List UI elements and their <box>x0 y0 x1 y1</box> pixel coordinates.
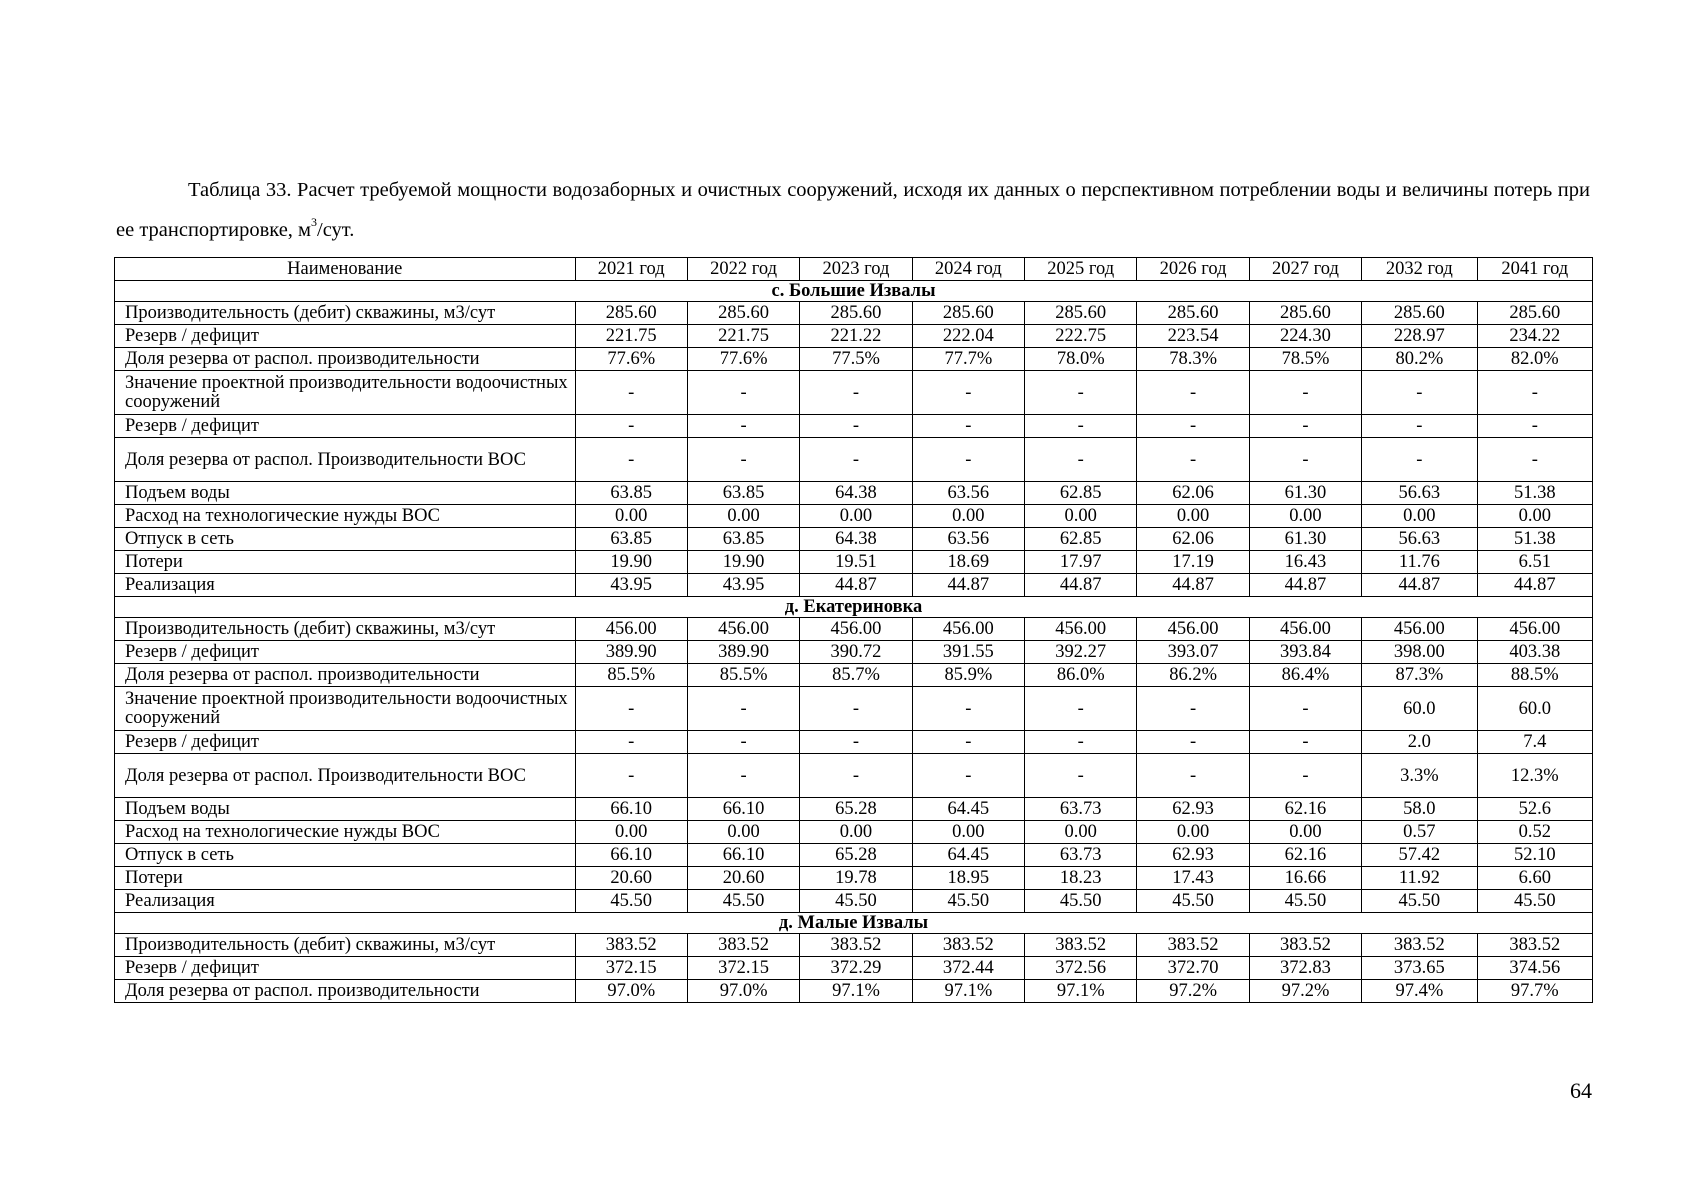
cell-value: - <box>912 415 1024 438</box>
cell-value: 456.00 <box>687 618 799 641</box>
table-row <box>115 664 1593 687</box>
cell-value: 0.00 <box>687 821 799 844</box>
row-name: Доля резерва от распол. производительности <box>115 348 576 371</box>
cell-value: 82.0% <box>1477 348 1592 371</box>
cell-value: - <box>1137 415 1249 438</box>
cell-value: 45.50 <box>1137 890 1249 913</box>
cell-value: 66.10 <box>687 798 799 821</box>
cell-value: - <box>687 754 799 798</box>
row-name: Резерв / дефицит <box>115 415 576 438</box>
cell-value: 0.00 <box>575 505 687 528</box>
cell-value: 19.51 <box>800 551 912 574</box>
row-name: Доля резерва от распол. Производительности ВОС <box>115 754 576 798</box>
cell-value: 17.19 <box>1137 551 1249 574</box>
cell-value: - <box>1137 731 1249 754</box>
cell-value: - <box>687 687 799 731</box>
cell-value: 0.00 <box>575 821 687 844</box>
cell-value: - <box>1137 754 1249 798</box>
header-year: 2024 год <box>912 258 1024 281</box>
cell-value: 383.52 <box>1249 934 1361 957</box>
cell-value: 285.60 <box>1362 302 1477 325</box>
row-name: Расход на технологические нужды ВОС <box>115 821 576 844</box>
cell-value: 80.2% <box>1362 348 1477 371</box>
row-name: Потери <box>115 867 576 890</box>
cell-value: - <box>800 438 912 482</box>
cell-value: 0.00 <box>1025 821 1137 844</box>
table-row <box>115 821 1593 844</box>
row-name: Резерв / дефицит <box>115 641 576 664</box>
cell-value: 64.38 <box>800 482 912 505</box>
cell-value: 87.3% <box>1362 664 1477 687</box>
caption-text: Таблица 33. Расчет требуемой мощности водозаборных и очистных сооружений, исходя их данных о перспективном потреблении воды и величины потерь при ее транспортировке, м <box>116 179 1590 241</box>
cell-value: - <box>1137 371 1249 415</box>
cell-value: 374.56 <box>1477 957 1592 980</box>
header-year: 2025 год <box>1025 258 1137 281</box>
table-header-row <box>115 258 1593 281</box>
cell-value: - <box>1477 438 1592 482</box>
cell-value: 456.00 <box>575 618 687 641</box>
cell-value: - <box>912 438 1024 482</box>
cell-value: 383.52 <box>912 934 1024 957</box>
cell-value: 78.5% <box>1249 348 1361 371</box>
cell-value: - <box>800 415 912 438</box>
section-title: д. Малые Извалы <box>115 913 1593 934</box>
row-name: Подъем воды <box>115 798 576 821</box>
cell-value: 393.84 <box>1249 641 1361 664</box>
cell-value: 97.2% <box>1137 980 1249 1003</box>
cell-value: 63.85 <box>687 528 799 551</box>
cell-value: - <box>1362 438 1477 482</box>
cell-value: - <box>912 731 1024 754</box>
table-row <box>115 528 1593 551</box>
cell-value: 383.52 <box>1362 934 1477 957</box>
cell-value: 44.87 <box>1249 574 1361 597</box>
row-name: Резерв / дефицит <box>115 325 576 348</box>
cell-value: 285.60 <box>1477 302 1592 325</box>
table-row <box>115 957 1593 980</box>
cell-value: 456.00 <box>1477 618 1592 641</box>
cell-value: 64.38 <box>800 528 912 551</box>
cell-value: 391.55 <box>912 641 1024 664</box>
table-row <box>115 325 1593 348</box>
cell-value: 56.63 <box>1362 528 1477 551</box>
cell-value: 285.60 <box>575 302 687 325</box>
cell-value: 0.00 <box>800 505 912 528</box>
table-row <box>115 482 1593 505</box>
table-row <box>115 618 1593 641</box>
row-name: Реализация <box>115 574 576 597</box>
cell-value: 97.1% <box>912 980 1024 1003</box>
cell-value: 43.95 <box>575 574 687 597</box>
cell-value: 372.83 <box>1249 957 1361 980</box>
cell-value: 285.60 <box>687 302 799 325</box>
header-year: 2027 год <box>1249 258 1361 281</box>
cell-value: 456.00 <box>912 618 1024 641</box>
cell-value: 372.15 <box>575 957 687 980</box>
cell-value: 78.0% <box>1025 348 1137 371</box>
cell-value: 372.44 <box>912 957 1024 980</box>
cell-value: 383.52 <box>1025 934 1137 957</box>
cell-value: 222.75 <box>1025 325 1137 348</box>
cell-value: 11.76 <box>1362 551 1477 574</box>
cell-value: 393.07 <box>1137 641 1249 664</box>
cell-value: 51.38 <box>1477 528 1592 551</box>
cell-value: 45.50 <box>1025 890 1137 913</box>
cell-value: 77.7% <box>912 348 1024 371</box>
cell-value: - <box>1137 687 1249 731</box>
cell-value: 64.45 <box>912 798 1024 821</box>
cell-value: 392.27 <box>1025 641 1137 664</box>
cell-value: 62.06 <box>1137 528 1249 551</box>
cell-value: - <box>575 687 687 731</box>
cell-value: 20.60 <box>687 867 799 890</box>
cell-value: 373.65 <box>1362 957 1477 980</box>
cell-value: - <box>800 687 912 731</box>
cell-value: 11.92 <box>1362 867 1477 890</box>
cell-value: 62.93 <box>1137 798 1249 821</box>
cell-value: 18.95 <box>912 867 1024 890</box>
cell-value: 456.00 <box>1362 618 1477 641</box>
cell-value: 0.00 <box>1362 505 1477 528</box>
section-row <box>115 281 1593 302</box>
cell-value: 62.06 <box>1137 482 1249 505</box>
cell-value: 62.85 <box>1025 482 1137 505</box>
table-row <box>115 505 1593 528</box>
cell-value: - <box>1025 687 1137 731</box>
cell-value: 52.6 <box>1477 798 1592 821</box>
cell-value: 97.4% <box>1362 980 1477 1003</box>
cell-value: 85.7% <box>800 664 912 687</box>
row-name: Доля резерва от распол. производительности <box>115 980 576 1003</box>
cell-value: 85.5% <box>687 664 799 687</box>
cell-value: 0.00 <box>1249 821 1361 844</box>
cell-value: 45.50 <box>687 890 799 913</box>
cell-value: 18.23 <box>1025 867 1137 890</box>
table-row <box>115 754 1593 798</box>
cell-value: 383.52 <box>800 934 912 957</box>
row-name: Доля резерва от распол. Производительности ВОС <box>115 438 576 482</box>
cell-value: - <box>1137 438 1249 482</box>
cell-value: 63.56 <box>912 528 1024 551</box>
cell-value: 63.56 <box>912 482 1024 505</box>
cell-value: 0.00 <box>687 505 799 528</box>
cell-value: 44.87 <box>1362 574 1477 597</box>
cell-value: 224.30 <box>1249 325 1361 348</box>
cell-value: 66.10 <box>575 798 687 821</box>
cell-value: 97.1% <box>1025 980 1137 1003</box>
cell-value: 56.63 <box>1362 482 1477 505</box>
cell-value: 60.0 <box>1477 687 1592 731</box>
cell-value: 285.60 <box>800 302 912 325</box>
section-row <box>115 597 1593 618</box>
cell-value: 0.00 <box>800 821 912 844</box>
cell-value: - <box>1025 415 1137 438</box>
table-row <box>115 867 1593 890</box>
cell-value: 86.0% <box>1025 664 1137 687</box>
cell-value: 0.57 <box>1362 821 1477 844</box>
cell-value: 44.87 <box>1477 574 1592 597</box>
header-year: 2023 год <box>800 258 912 281</box>
cell-value: - <box>687 731 799 754</box>
cell-value: 45.50 <box>800 890 912 913</box>
cell-value: 78.3% <box>1137 348 1249 371</box>
cell-value: - <box>1025 731 1137 754</box>
cell-value: 97.0% <box>575 980 687 1003</box>
row-name: Производительность (дебит) скважины, м3/сут <box>115 302 576 325</box>
cell-value: 0.52 <box>1477 821 1592 844</box>
cell-value: - <box>1249 438 1361 482</box>
cell-value: - <box>1477 415 1592 438</box>
cell-value: 285.60 <box>1137 302 1249 325</box>
row-name: Отпуск в сеть <box>115 844 576 867</box>
header-year: 2032 год <box>1362 258 1477 281</box>
section-title: с. Большие Извалы <box>115 281 1593 302</box>
cell-value: - <box>800 371 912 415</box>
table-row <box>115 641 1593 664</box>
cell-value: 0.00 <box>1137 505 1249 528</box>
section-title: д. Екатериновка <box>115 597 1593 618</box>
cell-value: 66.10 <box>575 844 687 867</box>
cell-value: - <box>687 371 799 415</box>
table-row <box>115 348 1593 371</box>
cell-value: 390.72 <box>800 641 912 664</box>
cell-value: 60.0 <box>1362 687 1477 731</box>
table-row <box>115 687 1593 731</box>
cell-value: 383.52 <box>575 934 687 957</box>
cell-value: 372.70 <box>1137 957 1249 980</box>
cell-value: - <box>687 415 799 438</box>
cell-value: - <box>1249 754 1361 798</box>
cell-value: 285.60 <box>912 302 1024 325</box>
cell-value: 17.43 <box>1137 867 1249 890</box>
cell-value: - <box>687 438 799 482</box>
cell-value: 221.75 <box>575 325 687 348</box>
row-name: Потери <box>115 551 576 574</box>
cell-value: 456.00 <box>1137 618 1249 641</box>
row-name: Расход на технологические нужды ВОС <box>115 505 576 528</box>
cell-value: 223.54 <box>1137 325 1249 348</box>
cell-value: 7.4 <box>1477 731 1592 754</box>
row-name: Значение проектной производительности водоочистных сооружений <box>115 687 576 731</box>
table-body <box>115 281 1593 1003</box>
row-name: Резерв / дефицит <box>115 731 576 754</box>
table-row <box>115 415 1593 438</box>
cell-value: 222.04 <box>912 325 1024 348</box>
cell-value: - <box>1025 754 1137 798</box>
header-year: 2041 год <box>1477 258 1592 281</box>
header-year: 2022 год <box>687 258 799 281</box>
cell-value: - <box>800 731 912 754</box>
cell-value: 77.6% <box>575 348 687 371</box>
cell-value: - <box>912 754 1024 798</box>
table-row <box>115 371 1593 415</box>
cell-value: 228.97 <box>1362 325 1477 348</box>
header-year: 2021 год <box>575 258 687 281</box>
cell-value: 63.85 <box>575 528 687 551</box>
cell-value: 97.0% <box>687 980 799 1003</box>
row-name: Резерв / дефицит <box>115 957 576 980</box>
cell-value: 403.38 <box>1477 641 1592 664</box>
cell-value: 383.52 <box>1477 934 1592 957</box>
cell-value: 86.4% <box>1249 664 1361 687</box>
cell-value: - <box>1025 371 1137 415</box>
cell-value: 61.30 <box>1249 482 1361 505</box>
table-row <box>115 890 1593 913</box>
cell-value: 19.90 <box>575 551 687 574</box>
cell-value: 6.60 <box>1477 867 1592 890</box>
cell-value: 45.50 <box>575 890 687 913</box>
cell-value: 45.50 <box>1249 890 1361 913</box>
cell-value: 63.73 <box>1025 798 1137 821</box>
page-number: 64 <box>1570 1078 1592 1103</box>
table-caption <box>116 170 1590 250</box>
cell-value: - <box>1362 415 1477 438</box>
cell-value: 51.38 <box>1477 482 1592 505</box>
cell-value: 383.52 <box>687 934 799 957</box>
cell-value: 63.85 <box>575 482 687 505</box>
table-row <box>115 798 1593 821</box>
row-name: Отпуск в сеть <box>115 528 576 551</box>
row-name: Значение проектной производительности водоочистных сооружений <box>115 371 576 415</box>
row-name: Производительность (дебит) скважины, м3/сут <box>115 618 576 641</box>
cell-value: 3.3% <box>1362 754 1477 798</box>
cell-value: 85.9% <box>912 664 1024 687</box>
row-name: Доля резерва от распол. производительности <box>115 664 576 687</box>
cell-value: - <box>1477 371 1592 415</box>
cell-value: 389.90 <box>687 641 799 664</box>
cell-value: 0.00 <box>912 505 1024 528</box>
cell-value: 398.00 <box>1362 641 1477 664</box>
cell-value: 45.50 <box>1362 890 1477 913</box>
caption-suffix: /сут. <box>317 219 355 241</box>
cell-value: 456.00 <box>800 618 912 641</box>
cell-value: 97.1% <box>800 980 912 1003</box>
cell-value: 61.30 <box>1249 528 1361 551</box>
cell-value: 17.97 <box>1025 551 1137 574</box>
cell-value: - <box>1249 415 1361 438</box>
row-name: Подъем воды <box>115 482 576 505</box>
cell-value: 57.42 <box>1362 844 1477 867</box>
cell-value: - <box>1362 371 1477 415</box>
cell-value: 12.3% <box>1477 754 1592 798</box>
cell-value: - <box>575 415 687 438</box>
cell-value: 77.6% <box>687 348 799 371</box>
cell-value: 85.5% <box>575 664 687 687</box>
header-name: Наименование <box>115 258 576 281</box>
cell-value: 389.90 <box>575 641 687 664</box>
cell-value: 372.15 <box>687 957 799 980</box>
cell-value: 6.51 <box>1477 551 1592 574</box>
cell-value: 62.16 <box>1249 798 1361 821</box>
cell-value: 383.52 <box>1137 934 1249 957</box>
cell-value: 45.50 <box>1477 890 1592 913</box>
cell-value: 62.85 <box>1025 528 1137 551</box>
cell-value: 285.60 <box>1025 302 1137 325</box>
cell-value: 285.60 <box>1249 302 1361 325</box>
table-row <box>115 438 1593 482</box>
row-name: Реализация <box>115 890 576 913</box>
section-row <box>115 913 1593 934</box>
cell-value: 456.00 <box>1249 618 1361 641</box>
cell-value: - <box>912 371 1024 415</box>
cell-value: - <box>1249 731 1361 754</box>
cell-value: - <box>575 731 687 754</box>
cell-value: 58.0 <box>1362 798 1477 821</box>
cell-value: 44.87 <box>912 574 1024 597</box>
cell-value: 64.45 <box>912 844 1024 867</box>
cell-value: 86.2% <box>1137 664 1249 687</box>
header-year: 2026 год <box>1137 258 1249 281</box>
cell-value: 372.56 <box>1025 957 1137 980</box>
cell-value: 18.69 <box>912 551 1024 574</box>
cell-value: 77.5% <box>800 348 912 371</box>
cell-value: 52.10 <box>1477 844 1592 867</box>
cell-value: - <box>575 754 687 798</box>
table-row <box>115 980 1593 1003</box>
cell-value: - <box>575 438 687 482</box>
cell-value: 65.28 <box>800 798 912 821</box>
cell-value: 97.7% <box>1477 980 1592 1003</box>
cell-value: - <box>1249 687 1361 731</box>
table-row <box>115 934 1593 957</box>
water-capacity-table <box>114 257 1593 1003</box>
cell-value: 0.00 <box>1249 505 1361 528</box>
table-row <box>115 302 1593 325</box>
cell-value: - <box>1249 371 1361 415</box>
cell-value: 43.95 <box>687 574 799 597</box>
cell-value: 234.22 <box>1477 325 1592 348</box>
caption-superscript: 3 <box>311 215 318 230</box>
cell-value: 0.00 <box>1025 505 1137 528</box>
table-row <box>115 731 1593 754</box>
cell-value: 372.29 <box>800 957 912 980</box>
cell-value: 16.66 <box>1249 867 1361 890</box>
cell-value: - <box>1025 438 1137 482</box>
cell-value: 19.90 <box>687 551 799 574</box>
table-row <box>115 574 1593 597</box>
cell-value: 88.5% <box>1477 664 1592 687</box>
cell-value: - <box>575 371 687 415</box>
cell-value: 19.78 <box>800 867 912 890</box>
row-name: Производительность (дебит) скважины, м3/сут <box>115 934 576 957</box>
table-row <box>115 551 1593 574</box>
cell-value: 65.28 <box>800 844 912 867</box>
cell-value: 2.0 <box>1362 731 1477 754</box>
cell-value: 0.00 <box>912 821 1024 844</box>
cell-value: 221.22 <box>800 325 912 348</box>
cell-value: 221.75 <box>687 325 799 348</box>
cell-value: 44.87 <box>800 574 912 597</box>
cell-value: 63.85 <box>687 482 799 505</box>
cell-value: 45.50 <box>912 890 1024 913</box>
cell-value: 62.93 <box>1137 844 1249 867</box>
cell-value: 456.00 <box>1025 618 1137 641</box>
cell-value: 66.10 <box>687 844 799 867</box>
cell-value: 44.87 <box>1137 574 1249 597</box>
cell-value: 63.73 <box>1025 844 1137 867</box>
cell-value: 97.2% <box>1249 980 1361 1003</box>
cell-value: 0.00 <box>1137 821 1249 844</box>
cell-value: 44.87 <box>1025 574 1137 597</box>
cell-value: 20.60 <box>575 867 687 890</box>
cell-value: 0.00 <box>1477 505 1592 528</box>
cell-value: 16.43 <box>1249 551 1361 574</box>
table-row <box>115 844 1593 867</box>
cell-value: - <box>800 754 912 798</box>
cell-value: 62.16 <box>1249 844 1361 867</box>
cell-value: - <box>912 687 1024 731</box>
